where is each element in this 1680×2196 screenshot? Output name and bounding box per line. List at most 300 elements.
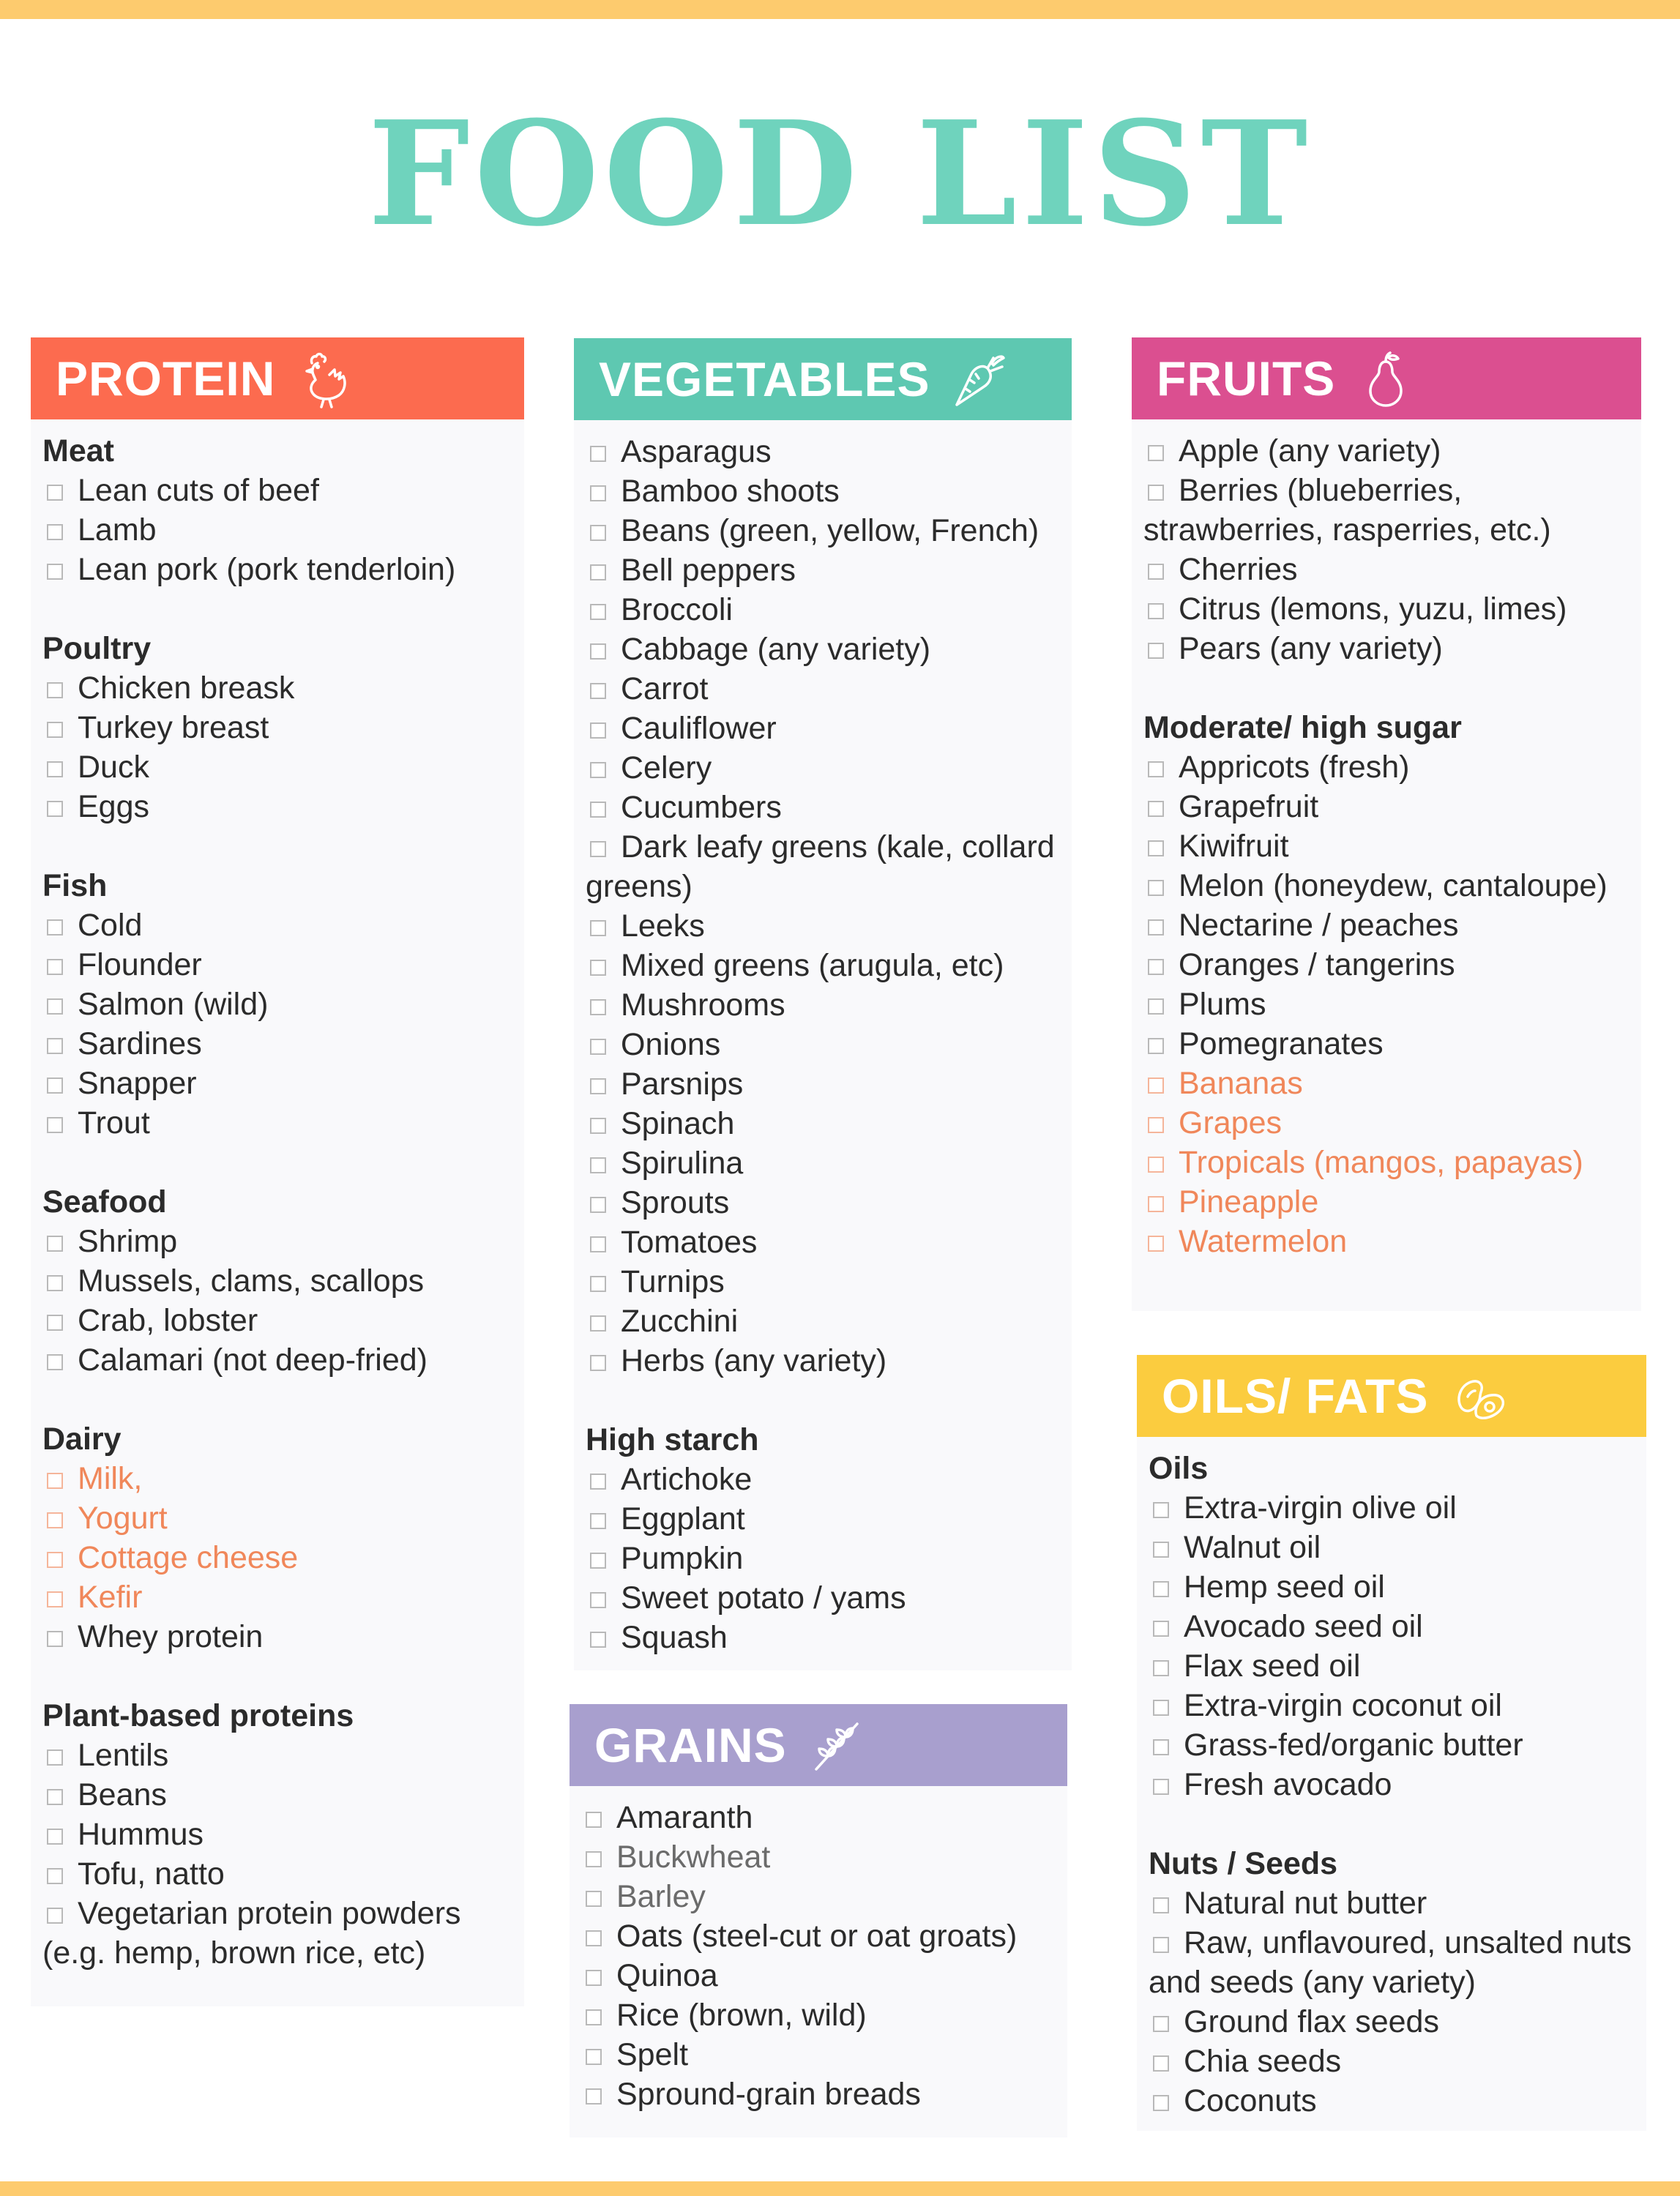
- checkbox[interactable]: [590, 1078, 606, 1094]
- list-item: [42, 1024, 514, 1064]
- item-label: Sardines: [78, 1026, 202, 1061]
- checkbox[interactable]: [47, 919, 63, 935]
- checkbox[interactable]: [1148, 1196, 1164, 1212]
- checkbox[interactable]: [586, 1851, 602, 1867]
- checkbox[interactable]: [586, 2088, 602, 2104]
- vegetables-column: [574, 338, 1072, 1670]
- protein-group: [42, 629, 514, 826]
- item-label: Salmon (wild): [78, 987, 269, 1022]
- item-label: Spround-grain breads: [616, 2077, 921, 2112]
- list-item: [1143, 1143, 1631, 1182]
- list-item: [42, 1261, 514, 1301]
- group-heading: Plant-based proteins: [42, 1698, 354, 1733]
- checkbox[interactable]: [47, 1236, 63, 1252]
- item-label: Citrus (lemons, yuzu, limes): [1179, 591, 1567, 627]
- list-item: [581, 2035, 1057, 2074]
- item-label: Hemp seed oil: [1184, 1569, 1385, 1605]
- item-label: Artichoke: [621, 1462, 753, 1497]
- checkbox[interactable]: [1148, 1038, 1164, 1054]
- list-item: [586, 906, 1061, 946]
- list-item: [42, 747, 514, 787]
- checkbox[interactable]: [590, 1355, 606, 1371]
- checkbox[interactable]: [47, 998, 63, 1015]
- list-item: [1143, 431, 1631, 471]
- item-label: Milk,: [78, 1461, 143, 1496]
- checkbox[interactable]: [1148, 880, 1164, 896]
- list-item: [1143, 787, 1631, 826]
- item-label: Beans: [78, 1777, 167, 1812]
- checkbox[interactable]: [1153, 2016, 1169, 2032]
- protein-group: [42, 431, 514, 589]
- grains-list: [570, 1786, 1067, 2132]
- checkbox[interactable]: [47, 1591, 63, 1607]
- item-label: Dark leafy greens (kale, collard greens): [586, 829, 1055, 904]
- checkbox[interactable]: [1148, 919, 1164, 935]
- fruits-header: [1132, 337, 1641, 419]
- item-label: Yogurt: [78, 1501, 168, 1536]
- item-label: Extra-virgin coconut oil: [1184, 1688, 1502, 1723]
- checkbox[interactable]: [1153, 1542, 1169, 1558]
- checkbox[interactable]: [47, 1868, 63, 1884]
- wheat-icon: [806, 1714, 869, 1777]
- list-item: [1143, 471, 1631, 550]
- list-item: [42, 945, 514, 985]
- checkbox[interactable]: [590, 1513, 606, 1529]
- checkbox[interactable]: [590, 1315, 606, 1332]
- item-label: Spirulina: [621, 1146, 744, 1181]
- item-label: Calamari (not deep-fried): [78, 1342, 428, 1378]
- item-label: Chia seeds: [1184, 2044, 1342, 2079]
- list-item: [586, 1104, 1061, 1143]
- protein-column: [31, 337, 524, 2006]
- checkbox[interactable]: [1148, 801, 1164, 817]
- checkbox[interactable]: [586, 2049, 602, 2065]
- item-label: Kefir: [78, 1580, 143, 1615]
- checkbox[interactable]: [1148, 1157, 1164, 1173]
- list-item: [586, 471, 1061, 511]
- checkbox[interactable]: [1148, 445, 1164, 461]
- item-label: Ground flax seeds: [1184, 2004, 1439, 2039]
- item-label: Eggplant: [621, 1501, 745, 1536]
- item-label: Zucchini: [621, 1304, 739, 1339]
- list-item: [586, 1539, 1061, 1578]
- item-label: Lamb: [78, 512, 157, 548]
- item-label: Cold: [78, 908, 143, 943]
- list-item: [1149, 2002, 1636, 2042]
- protein-group: [42, 866, 514, 1143]
- group-heading: Oils: [1149, 1451, 1209, 1486]
- list-item: [1149, 1567, 1636, 1607]
- item-label: Snapper: [78, 1066, 197, 1101]
- list-item: [42, 1617, 514, 1657]
- list-item: [1143, 1222, 1631, 1261]
- list-item: [586, 1460, 1061, 1499]
- vegetables-group: [586, 1420, 1061, 1657]
- checkbox[interactable]: [590, 1632, 606, 1648]
- checkbox[interactable]: [1153, 2055, 1169, 2072]
- checkbox[interactable]: [586, 1891, 602, 1907]
- list-item: [42, 1577, 514, 1617]
- item-label: Spelt: [616, 2037, 689, 2072]
- item-label: Extra-virgin olive oil: [1184, 1490, 1457, 1525]
- list-item: [1143, 945, 1631, 985]
- checkbox[interactable]: [1148, 643, 1164, 659]
- list-item: [1149, 1765, 1636, 1804]
- item-label: Raw, unflavoured, unsalted nuts and seeds (any variety): [1149, 1925, 1632, 2000]
- list-item: [586, 1222, 1061, 1262]
- checkbox[interactable]: [47, 722, 63, 738]
- item-label: Pears (any variety): [1179, 631, 1443, 666]
- list-item: [42, 1894, 514, 1973]
- checkbox[interactable]: [47, 1552, 63, 1568]
- item-label: Quinoa: [616, 1958, 718, 1993]
- list-item: [586, 748, 1061, 788]
- list-item: [581, 1798, 1057, 1837]
- item-label: Grapefruit: [1179, 789, 1319, 824]
- list-item: [42, 905, 514, 945]
- item-label: Flax seed oil: [1184, 1648, 1361, 1684]
- checkbox[interactable]: [590, 564, 606, 580]
- item-label: Lean cuts of beef: [78, 473, 319, 508]
- checkbox[interactable]: [590, 802, 606, 818]
- list-item: [1143, 866, 1631, 905]
- item-label: Oats (steel-cut or oat groats): [616, 1919, 1018, 1954]
- list-item: [1143, 1024, 1631, 1064]
- list-item: [581, 1916, 1057, 1956]
- list-item: [42, 1103, 514, 1143]
- checkbox[interactable]: [586, 1970, 602, 1986]
- item-label: Tofu, natto: [78, 1856, 225, 1891]
- item-label: Bamboo shoots: [621, 474, 840, 509]
- checkbox[interactable]: [47, 1789, 63, 1805]
- item-label: Squash: [621, 1620, 728, 1655]
- list-item: [1143, 1064, 1631, 1103]
- checkbox[interactable]: [590, 1474, 606, 1490]
- item-label: Fresh avocado: [1184, 1767, 1392, 1802]
- item-label: Oranges / tangerins: [1179, 947, 1455, 982]
- list-item: [586, 1025, 1061, 1064]
- checkbox[interactable]: [47, 1038, 63, 1054]
- checkbox[interactable]: [1148, 1117, 1164, 1133]
- checkbox[interactable]: [47, 682, 63, 698]
- list-item: [586, 550, 1061, 590]
- oils-list: [1137, 1437, 1646, 2138]
- page-title: FOOD LIST: [367, 90, 1313, 258]
- checkbox[interactable]: [47, 1829, 63, 1845]
- list-item: [42, 1301, 514, 1340]
- checkbox[interactable]: [590, 841, 606, 857]
- item-label: Cherries: [1179, 552, 1298, 587]
- protein-group: [42, 1419, 514, 1657]
- checkbox[interactable]: [47, 564, 63, 580]
- checkbox[interactable]: [47, 1078, 63, 1094]
- checkbox[interactable]: [590, 1553, 606, 1569]
- checkbox[interactable]: [1148, 998, 1164, 1015]
- checkbox[interactable]: [47, 1354, 63, 1370]
- item-label: Bananas: [1179, 1066, 1303, 1101]
- checkbox[interactable]: [47, 1117, 63, 1133]
- list-item: [1143, 985, 1631, 1024]
- item-label: Parsnips: [621, 1067, 744, 1102]
- item-label: Mushrooms: [621, 987, 785, 1023]
- list-item: [42, 550, 514, 589]
- checkbox[interactable]: [1148, 485, 1164, 501]
- oils-header: [1137, 1355, 1646, 1437]
- list-item: [42, 1538, 514, 1577]
- pear-icon: [1354, 347, 1417, 410]
- list-item: [42, 1064, 514, 1103]
- fruits-group: [1143, 708, 1631, 1261]
- checkbox[interactable]: [1148, 1236, 1164, 1252]
- checkbox[interactable]: [47, 1315, 63, 1331]
- item-label: Trout: [78, 1105, 150, 1140]
- item-label: Shrimp: [78, 1224, 178, 1259]
- checkbox[interactable]: [47, 1512, 63, 1528]
- list-item: [586, 669, 1061, 709]
- protein-list: [31, 419, 524, 1990]
- checkbox[interactable]: [590, 643, 606, 660]
- checkbox[interactable]: [590, 1157, 606, 1173]
- list-item: [586, 630, 1061, 669]
- checkbox[interactable]: [1148, 959, 1164, 975]
- checkbox[interactable]: [47, 524, 63, 540]
- checkbox[interactable]: [47, 1749, 63, 1766]
- item-label: Apple (any variety): [1179, 433, 1441, 468]
- chicken-icon: [294, 347, 357, 410]
- item-label: Coconuts: [1184, 2083, 1317, 2118]
- list-item: [1149, 1488, 1636, 1528]
- checkbox[interactable]: [590, 525, 606, 541]
- item-label: Watermelon: [1179, 1224, 1348, 1259]
- vegetables-group: [586, 432, 1061, 1381]
- item-label: Leeks: [621, 908, 705, 944]
- item-label: Bell peppers: [621, 553, 796, 588]
- item-label: Berries (blueberries, strawberries, rasperries, etc.): [1143, 473, 1551, 548]
- list-item: [586, 788, 1061, 827]
- checkbox[interactable]: [1153, 1897, 1169, 1913]
- list-item: [586, 1262, 1061, 1301]
- item-label: Barley: [616, 1879, 706, 1914]
- item-label: Cauliflower: [621, 711, 777, 746]
- checkbox[interactable]: [1148, 564, 1164, 580]
- checkbox[interactable]: [586, 2009, 602, 2025]
- checkbox[interactable]: [590, 1236, 606, 1252]
- item-label: Turnips: [621, 1264, 725, 1299]
- item-label: Walnut oil: [1184, 1530, 1321, 1565]
- item-label: Hummus: [78, 1817, 204, 1852]
- list-item: [586, 1578, 1061, 1618]
- item-label: Kiwifruit: [1179, 829, 1289, 864]
- checkbox[interactable]: [590, 485, 606, 501]
- item-label: Grass-fed/organic butter: [1184, 1728, 1523, 1763]
- oils-group: [1149, 1449, 1636, 1804]
- item-label: Whey protein: [78, 1619, 264, 1654]
- checkbox[interactable]: [1153, 1502, 1169, 1518]
- list-item: [1143, 550, 1631, 589]
- item-label: Turkey breast: [78, 710, 269, 745]
- list-item: [1143, 905, 1631, 945]
- checkbox[interactable]: [590, 960, 606, 976]
- item-label: Mixed greens (arugula, etc): [621, 948, 1004, 983]
- checkbox[interactable]: [1148, 840, 1164, 856]
- fruits-list: [1132, 419, 1641, 1279]
- group-heading: Moderate/ high sugar: [1143, 710, 1462, 745]
- item-label: Buckwheat: [616, 1840, 771, 1875]
- checkbox[interactable]: [586, 1930, 602, 1946]
- list-item: [42, 787, 514, 826]
- checkbox[interactable]: [590, 604, 606, 620]
- protein-header: [31, 337, 524, 419]
- checkbox[interactable]: [47, 761, 63, 777]
- checkbox[interactable]: [590, 999, 606, 1015]
- list-item: [1149, 1528, 1636, 1567]
- item-label: Pomegranates: [1179, 1026, 1384, 1061]
- list-item: [581, 1877, 1057, 1916]
- list-item: [42, 1736, 514, 1775]
- list-item: [586, 1499, 1061, 1539]
- item-label: Natural nut butter: [1184, 1886, 1427, 1921]
- list-item: [586, 1143, 1061, 1183]
- checkbox[interactable]: [1153, 1581, 1169, 1597]
- list-item: [586, 1618, 1061, 1657]
- checkbox[interactable]: [590, 1197, 606, 1213]
- item-label: Cabbage (any variety): [621, 632, 931, 667]
- list-item: [1143, 589, 1631, 629]
- item-label: Cucumbers: [621, 790, 782, 825]
- checkbox[interactable]: [590, 1039, 606, 1055]
- list-item: [42, 708, 514, 747]
- item-label: Herbs (any variety): [621, 1343, 887, 1378]
- checkbox[interactable]: [1153, 1700, 1169, 1716]
- checkbox[interactable]: [47, 485, 63, 501]
- item-label: Appricots (fresh): [1179, 750, 1410, 785]
- item-label: Spinach: [621, 1106, 735, 1141]
- checkbox[interactable]: [590, 1592, 606, 1608]
- item-label: Crab, lobster: [78, 1303, 258, 1338]
- checkbox[interactable]: [590, 722, 606, 739]
- list-item: [586, 1064, 1061, 1104]
- list-item: [1149, 1607, 1636, 1646]
- checkbox[interactable]: [1148, 1078, 1164, 1094]
- list-item: [586, 946, 1061, 985]
- list-item: [586, 1183, 1061, 1222]
- oils-heading: OILS/ FATS: [1162, 1369, 1429, 1423]
- item-label: Chicken breask: [78, 671, 295, 706]
- oils-column: [1137, 1355, 1646, 2131]
- list-item: [581, 1995, 1057, 2035]
- checkbox[interactable]: [47, 1631, 63, 1647]
- group-heading: Poultry: [42, 631, 152, 666]
- item-label: Tropicals (mangos, papayas): [1179, 1145, 1583, 1180]
- item-label: Avocado seed oil: [1184, 1609, 1423, 1644]
- group-heading: Nuts / Seeds: [1149, 1846, 1338, 1881]
- item-label: Plums: [1179, 987, 1266, 1022]
- checkbox[interactable]: [590, 446, 606, 462]
- list-item: [42, 1340, 514, 1380]
- checkbox[interactable]: [1153, 1937, 1169, 1953]
- item-label: Flounder: [78, 947, 202, 982]
- checkbox[interactable]: [1153, 1739, 1169, 1755]
- checkbox[interactable]: [47, 1473, 63, 1489]
- group-heading: Meat: [42, 433, 114, 468]
- checkbox[interactable]: [1153, 2095, 1169, 2111]
- grains-group: [581, 1798, 1057, 2114]
- list-item: [42, 668, 514, 708]
- checkbox[interactable]: [590, 1276, 606, 1292]
- item-label: Eggs: [78, 789, 150, 824]
- checkbox[interactable]: [1153, 1621, 1169, 1637]
- item-label: Tomatoes: [621, 1225, 758, 1260]
- checkbox[interactable]: [590, 1118, 606, 1134]
- list-item: [42, 510, 514, 550]
- item-label: Sprouts: [621, 1185, 730, 1220]
- item-label: Asparagus: [621, 434, 772, 469]
- list-item: [1149, 2081, 1636, 2121]
- vegetables-list: [574, 420, 1072, 1675]
- checkbox[interactable]: [1153, 1660, 1169, 1676]
- item-label: Lentils: [78, 1738, 169, 1773]
- item-label: Amaranth: [616, 1800, 753, 1835]
- checkbox[interactable]: [47, 959, 63, 975]
- checkbox[interactable]: [590, 920, 606, 936]
- grains-heading: GRAINS: [594, 1718, 787, 1772]
- list-item: [42, 1775, 514, 1815]
- item-label: Duck: [78, 750, 149, 785]
- checkbox[interactable]: [1153, 1779, 1169, 1795]
- list-item: [42, 1815, 514, 1854]
- list-item: [42, 1498, 514, 1538]
- checkbox[interactable]: [1148, 761, 1164, 777]
- list-item: [1149, 1923, 1636, 2002]
- item-label: Celery: [621, 750, 712, 785]
- list-item: [586, 1301, 1061, 1341]
- vegetables-header: [574, 338, 1072, 420]
- checkbox[interactable]: [590, 683, 606, 699]
- item-label: Grapes: [1179, 1105, 1283, 1140]
- checkbox[interactable]: [586, 1812, 602, 1828]
- protein-heading: PROTEIN: [56, 351, 276, 406]
- group-heading: Seafood: [42, 1184, 167, 1220]
- group-heading: Fish: [42, 868, 108, 903]
- bottom-accent-band: [0, 2181, 1680, 2196]
- fruits-group: [1143, 431, 1631, 668]
- group-heading: High starch: [586, 1422, 759, 1457]
- checkbox[interactable]: [590, 762, 606, 778]
- list-item: [42, 1854, 514, 1894]
- avocado-icon: [1447, 1364, 1510, 1427]
- checkbox[interactable]: [1148, 603, 1164, 619]
- fruits-column: [1132, 337, 1641, 1311]
- list-item: [42, 1459, 514, 1498]
- oils-group: [1149, 1844, 1636, 2121]
- checkbox[interactable]: [47, 801, 63, 817]
- list-item: [42, 471, 514, 510]
- checkbox[interactable]: [47, 1908, 63, 1924]
- item-label: Beans (green, yellow, French): [621, 513, 1039, 548]
- item-label: Carrot: [621, 671, 709, 706]
- list-item: [1143, 747, 1631, 787]
- list-item: [1149, 1646, 1636, 1686]
- checkbox[interactable]: [47, 1275, 63, 1291]
- list-item: [1149, 1725, 1636, 1765]
- list-item: [586, 511, 1061, 550]
- fruits-heading: FRUITS: [1157, 351, 1336, 406]
- group-heading: Dairy: [42, 1422, 122, 1457]
- item-label: Lean pork (pork tenderloin): [78, 552, 456, 587]
- item-label: Onions: [621, 1027, 721, 1062]
- list-item: [1143, 1182, 1631, 1222]
- list-item: [42, 1222, 514, 1261]
